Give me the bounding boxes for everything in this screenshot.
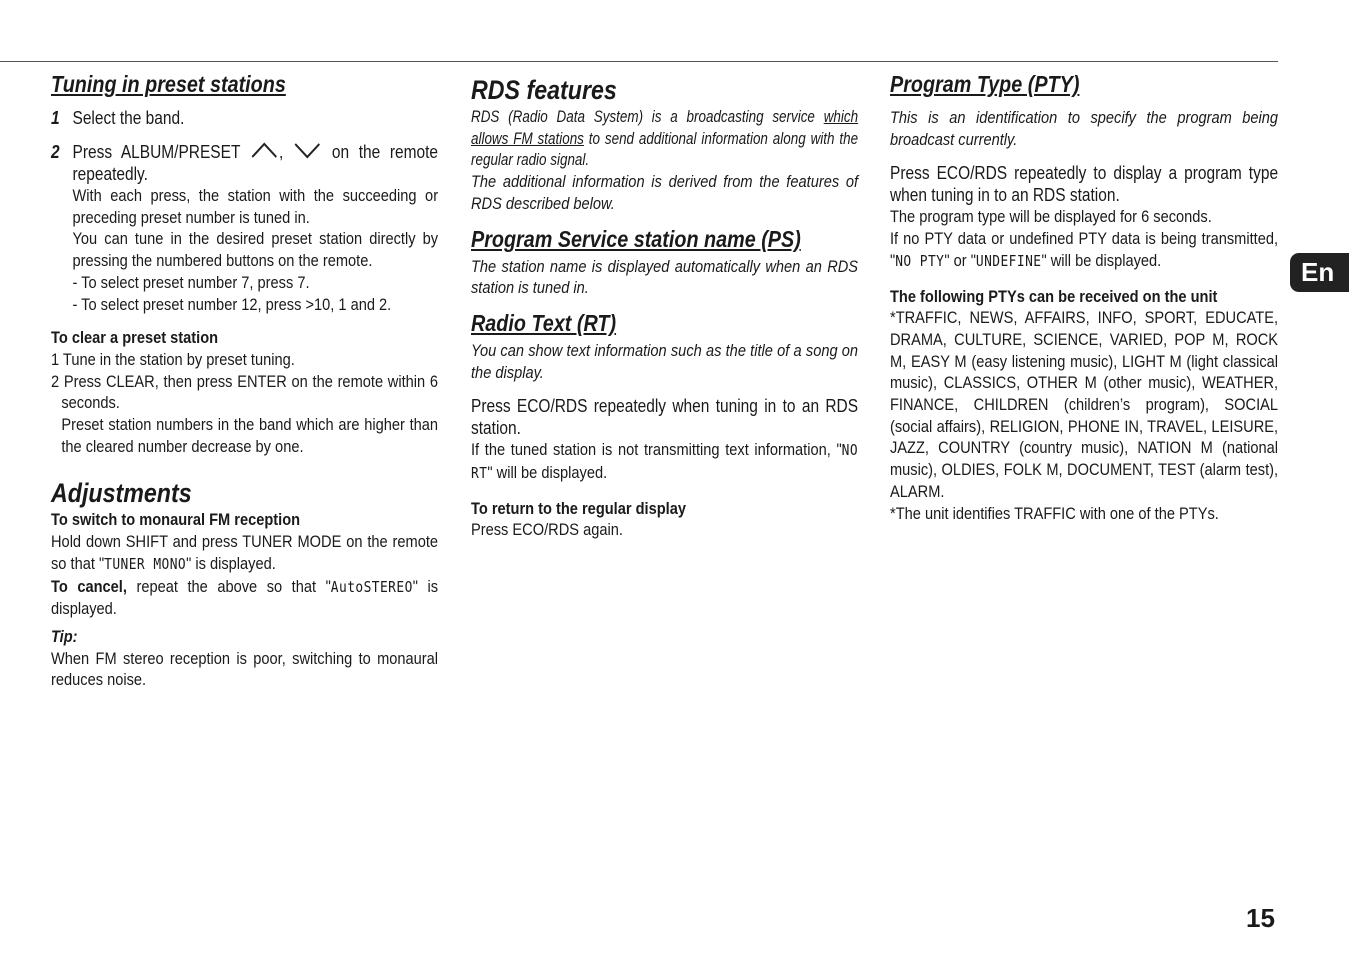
pty-list-note: *The unit identifies TRAFFIC with one of the PTYs. [890,503,1219,523]
top-rule [0,61,1278,62]
lcd-undefine: UNDEFINE [975,251,1042,270]
column-middle [471,70,858,541]
arrow-up-icon [250,141,279,159]
column-middle-inner [471,74,858,541]
lcd-no-pty: NO PTY [895,251,945,270]
step-2-number: 2 [51,142,60,162]
ps-text: The station name is displayed automatically when an RDS station is tuned in. [471,256,859,298]
arrow-down-icon [293,141,322,159]
rt-note-pre: If the tuned station is not transmitting text information, " [471,440,842,460]
clear-step-1: 1 Tune in the station by preset tuning. [51,349,295,369]
rt-note-post: " will be displayed. [487,463,608,483]
step-1-text: Select the band. [72,108,185,128]
monaural-text-pre: Hold down SHIFT and press TUNER MODE on the remote so that " [51,532,439,573]
rds-intro-2: The additional information is derived from the features of RDS described below. [471,172,859,213]
page-number: 15 [1246,903,1275,933]
pty-instruction: Press ECO/RDS repeatedly to display a program type when tuning in to an RDS station. [890,163,1279,206]
step-2-pre: Press ALBUM/PRESET [72,142,241,162]
lcd-no-rt: NO RT [471,441,859,483]
cancel-label: To cancel, [51,576,127,596]
pty-note-post: " will be displayed. [1041,250,1162,270]
tip-label: Tip: [51,626,78,646]
monaural-heading: To switch to monaural FM reception [51,510,301,530]
rds-intro-post: to send additional information along with the regular radio signal. [471,128,859,170]
step-2-note-1: With each press, the station with the succeeding or preceding preset number is tuned in. [72,186,439,227]
step-2-post: on the remote repeatedly. [72,142,439,184]
adjustments-heading: Adjustments [51,478,192,509]
pty-heading: Program Type (PTY) [890,71,1080,97]
column-left-inner [51,70,438,691]
monaural-text-post: " is displayed. [186,553,276,573]
cancel-post: " is displayed. [51,576,439,619]
rt-note [471,439,858,484]
column-left [51,70,438,691]
rt-text: You can show text information such as the title of a song on the display. [471,340,859,382]
tip-text: When FM stereo reception is poor, switching to monaural reduces noise. [51,648,439,690]
column-right-inner [890,70,1278,524]
step-2 [51,141,438,185]
step-2-note-2: You can tune in the desired preset station directly by pressing the numbered buttons on the remote. [72,229,439,271]
clear-step-2: 2 Press CLEAR, then press ENTER on the remote within 6 seconds. [51,371,439,413]
pty-intro: This is an identification to specify the program being broadcast currently. [890,108,1279,149]
lcd-tuner-mono: TUNER MONO [104,554,187,573]
language-tab-en: En [1290,253,1349,292]
pty-note-mid: " or " [944,250,976,270]
return-display-text: Press ECO/RDS again. [471,520,623,540]
lcd-autostereo: AutoSTEREO [330,577,413,596]
rds-intro-pre: RDS (Radio Data System) is a broadcasting service [471,107,824,126]
step-2-separator: , [279,142,284,162]
clear-preset-heading: To clear a preset station [51,328,219,348]
dash-item-preset-12: - To select preset number 12, press >10, 1 and 2. [72,294,392,314]
cancel-pre: repeat the above so that " [126,576,331,596]
pty-list-heading: The following PTYs can be received on the unit [890,286,1218,306]
rds-intro [471,106,858,171]
pty-note-pre: If no PTY data or undefined PTY data is being transmitted, " [890,229,1279,270]
rt-instruction: Press ECO/RDS repeatedly when tuning in to an RDS station. [471,396,859,439]
step-1-number: 1 [51,108,60,128]
cancel-text [51,576,438,620]
step-1 [51,107,438,129]
monaural-text [51,531,438,575]
ps-heading: Program Service station name (PS) [471,225,801,252]
tuning-preset-heading: Tuning in preset stations [51,71,286,97]
rds-features-heading: RDS features [471,75,617,105]
clear-step-2-note: Preset station numbers in the band which are higher than the cleared number decrease by one. [61,415,439,456]
rt-heading: Radio Text (RT) [471,309,617,336]
dash-item-preset-7: - To select preset number 7, press 7. [72,272,310,292]
pty-note-undefined [890,228,1278,272]
return-display-heading: To return to the regular display [471,498,686,518]
pty-note-duration: The program type will be displayed for 6 seconds. [890,207,1212,227]
pty-list: *TRAFFIC, NEWS, AFFAIRS, INFO, SPORT, EDUCATE, DRAMA, CULTURE, SCIENCE, VARIED, POP M, ROCK M, EASY M (easy listening music), LIGHT M (light classical music), CLASSICS, OTHER M (other music), WEATHER, FINANCE, CHILDREN (children’s program), SOCIAL (social affairs), RELIGION, PHONE IN, TRAVEL, LEISURE, JAZZ, COUNTRY (country music), NATION M (national music), OLDIES, FOLK M, DOCUMENT, TEST (alarm test), ALARM. [890,308,1279,501]
rds-intro-underlined: which allows FM stations [471,107,859,148]
column-right [890,70,1278,524]
